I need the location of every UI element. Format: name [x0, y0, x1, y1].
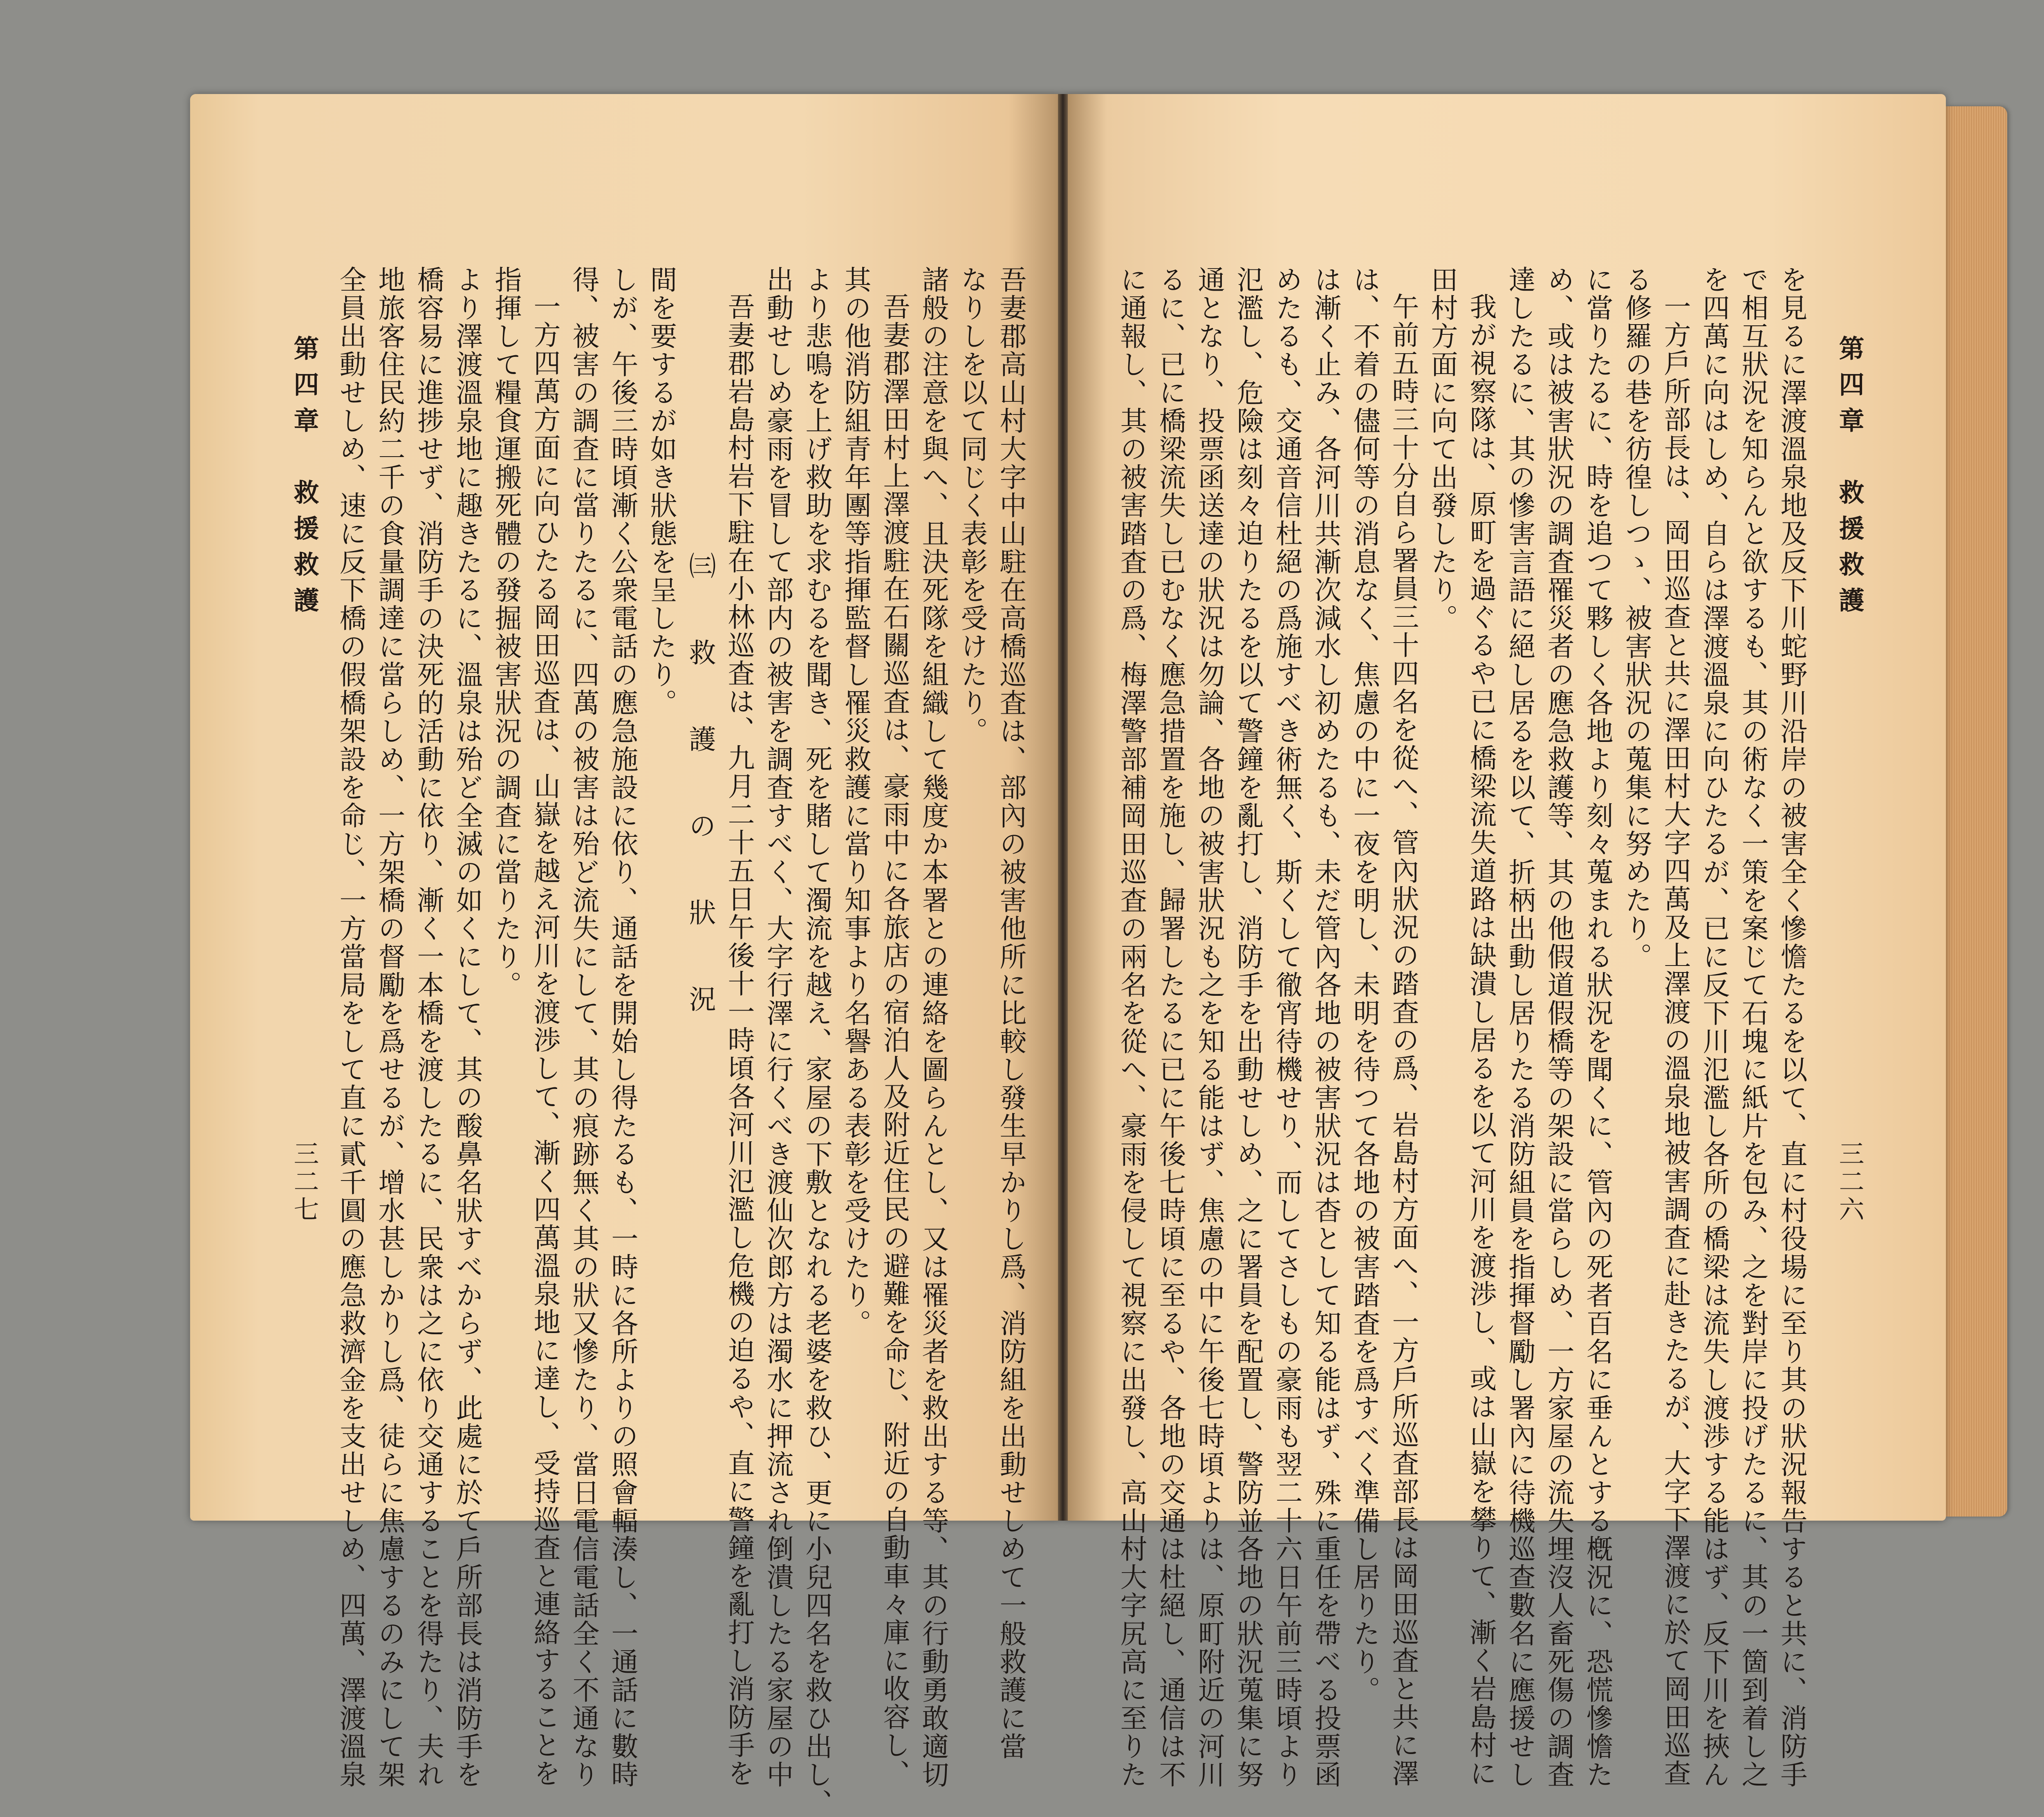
left-page-header: 第四章 救援救護: [289, 335, 319, 623]
text-line: め、或は被害狀況の調査罹災者の應急救護等、其の他假道假橋等の架設に當らしめ、一方家屋の流失埋沒人畜死傷の調査: [1543, 266, 1574, 1789]
text-line: 間を要するが如き狀態を呈したり。: [645, 266, 677, 717]
text-line: る修羅の巷を彷徨しつゝ、被害狀況の蒐集に努めたり。: [1620, 266, 1652, 971]
text-line: なりしを以て同じく表彰を受けたり。: [956, 266, 988, 745]
right-page-number: 三二六: [1835, 1140, 1865, 1224]
left-page-text: [327, 266, 1030, 1817]
text-line: めたるも、交通音信杜絕の爲施すべき術無く、斯くして徹宵待機せり、而してさしもの豪雨も翌二十六日午前三時頃より: [1271, 266, 1302, 1789]
text-line: 我が視察隊は、原町を過ぐるや已に橋梁流失道路は缺潰し居るを以て河川を渡渉し、或は山嶽を攀りて、漸く岩島村に: [1465, 293, 1497, 1788]
text-line: 其の他消防組青年團等指揮監督し罹災救護に當り知事より名譽ある表彰を受けたり。: [840, 266, 871, 1338]
text-line: 一方戶所部長は、岡田巡查と共に澤田村大字四萬及上澤渡の溫泉地被害調査に赴きたるが、大字下澤渡に於て岡田巡查: [1659, 293, 1691, 1788]
text-line: るに、已に橋梁流失し已むなく應急措置を施し、歸署したるに已に午後七時頃に至るや、各地の交通は杜絕し、通信は不: [1154, 266, 1186, 1789]
right-page-text: [1112, 266, 1811, 1789]
text-line: 指揮して糧食運搬死體の發掘被害狀況の調査に當りたり。: [490, 266, 522, 999]
text-line: 出動せしめ豪雨を冒して部内の被害を調査すべく、大字行澤に行くべき渡仙次郎方は濁水に押流され倒潰したる家屋の中: [762, 266, 793, 1789]
text-line: 諸般の注意を與へ、且決死隊を組織して幾度か本署との連絡を圖らんとし、又は罹災者を救出する等、其の行動勇敢適切: [917, 266, 949, 1789]
text-line: で相互狀況を知らんと欲するも、其の術なく一策を案じて石塊に紙片を包み、之を對岸に投げたるに、其の一箇到着し之: [1737, 266, 1768, 1789]
text-line: 吾妻郡高山村大字中山駐在高橋巡査は、部內の被害他所に比較し發生早かりし爲、消防組を出動せしめて一般救護に當: [995, 266, 1026, 1761]
book-gutter: [1058, 94, 1068, 1521]
text-line: に通報し、其の被害踏査の爲、梅澤警部補岡田巡査の兩名を從へ、豪雨を侵して視察に出發し、高山村大字尻高に至りた: [1116, 266, 1147, 1789]
text-line: 橋容易に進捗せず、消防手の決死的活動に依り、漸く一本橋を渡したるに、民衆は之に依り交通することを得たり、夫れ: [412, 266, 444, 1789]
text-line: 田村方面に向て出發したり。: [1426, 266, 1458, 632]
text-line: を四萬に向はしめ、自らは澤渡溫泉に向ひたるが、已に反下川氾濫し各所の橋梁は流失し渡渉する能はず、反下川を挾ん: [1698, 266, 1730, 1789]
left-page-number: 三二七: [289, 1140, 319, 1224]
text-line: 得、被害の調査に當りたるに、四萬の被害は殆ど流失にして、其の痕跡無く其の狀又慘たり、當日電信電話全く不通なり: [568, 266, 599, 1789]
text-line: より澤渡溫泉地に趣きたるに、溫泉は殆ど全滅の如くにして、其の酸鼻名狀すべからず、此處に於て戶所部長は消防手を: [451, 266, 483, 1789]
text-line: 吾妻郡澤田村上澤渡駐在石關巡査は、豪雨中に各旅店の宿泊人及附近住民の避難を命じ、附近の自動車々庫に收容し、: [879, 293, 910, 1788]
text-line: 全員出動せしめ、速に反下橋の假橋架設を命じ、一方當局をして直に貳千圓の應急救濟金を支出せしめ、四萬、澤渡溫泉: [335, 266, 366, 1789]
text-line: は漸く止み、各河川共漸次減水し初めたるも、未だ管內各地の被害狀況は杳として知る能はず、殊に重任を帶べる投票函: [1310, 266, 1341, 1789]
text-line: を見るに澤渡溫泉地及反下川蛇野川沿岸の被害全く慘憺たるを以て、直に村役場に至り其の狀況報告すると共に、消防手: [1776, 266, 1807, 1789]
section-title: ㈢ 救 護 の 狀 況: [684, 552, 716, 1028]
text-line: しが、午後三時頃漸く公衆電話の應急施設に依り、通話を開始し得たるも、一時に各所よりの照會輻湊し、一通話に數時: [607, 266, 638, 1789]
page-edges: [1946, 106, 2007, 1517]
text-line: 氾濫し、危險は刻々迫りたるを以て警鐘を亂打し、消防手を出動せしめ、之に署員を配置し、警防並各地の狀況蒐集に努: [1232, 266, 1264, 1789]
text-line: 通となり、投票函送達の狀況は勿論、各地の被害狀況も之を知る能はず、焦慮の中に午後七時頃よりは、原町附近の河川: [1193, 266, 1225, 1789]
text-line: に當りたるに、時を追つて夥しく各地より刻々蒐まれる狀況を聞くに、管內の死者百名に垂んとする槪況に、恐慌慘憺た: [1582, 266, 1613, 1789]
text-line: 達したるに、其の慘害言語に絕し居るを以て、折柄出動し居りたる消防組員を指揮督勵し署內に待機巡查數名に應援せし: [1504, 266, 1535, 1789]
text-line: より悲鳴を上げ救助を求むるを聞き、死を賭して濁流を越え、家屋の下敷となれる老婆を救ひ、更に小兒四名を救ひ出し、: [801, 266, 832, 1817]
text-line: 一方四萬方面に向ひたる岡田巡査は、山嶽を越え河川を渡渉して、漸く四萬溫泉地に達し、受持巡査と連絡することを: [529, 293, 560, 1788]
text-line: 吾妻郡岩島村岩下駐在小林巡査は、九月二十五日午後十一時頃各河川氾濫し危機の迫るや、直に警鐘を亂打し消防手を: [723, 293, 755, 1788]
text-line: は、不着の儘何等の消息なく、焦慮の中に一夜を明し、未明を待つて各地の被害踏査を爲すべく準備し居りたり。: [1349, 266, 1380, 1704]
text-line: 地旅客住民約二千の食量調達に當らしめ、一方架橋の督勵を爲せるが、增水甚しかりし爲、徒らに焦慮するのみにして架: [374, 266, 405, 1789]
right-page-header: 第四章 救援救護: [1835, 335, 1865, 623]
text-line: 午前五時三十分自ら署員三十四名を從へ、管內狀況の踏査の爲、岩島村方面へ、一方戶所巡査部長は岡田巡査と共に澤: [1387, 293, 1419, 1788]
